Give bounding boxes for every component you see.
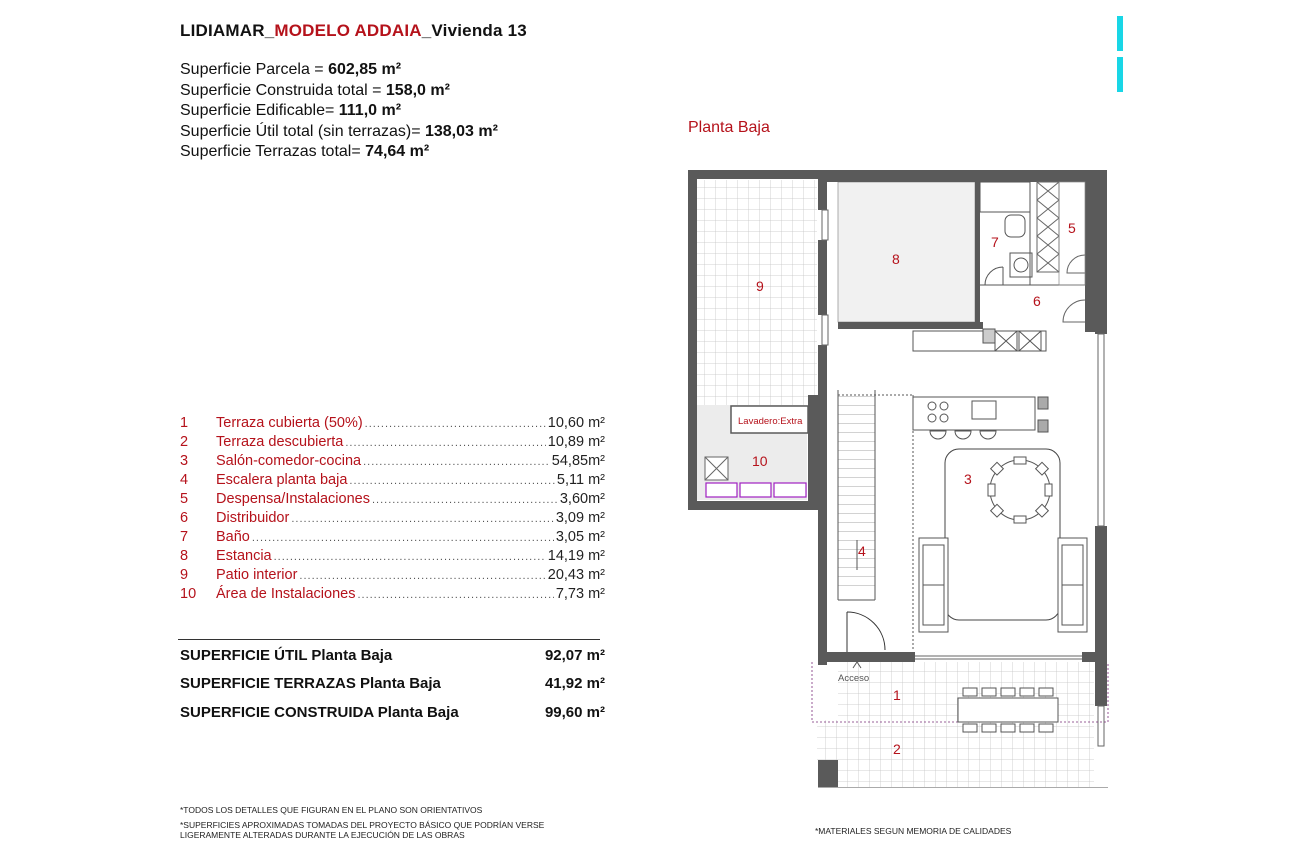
total-util: SUPERFICIE ÚTIL Planta Baja 92,07 m² — [180, 647, 605, 664]
footnote-details: *TODOS LOS DETALLES QUE FIGURAN EN EL PLANO SON ORIENTATIVOS — [180, 805, 483, 815]
bar-stools — [930, 431, 996, 439]
pantry-shelves — [1037, 182, 1085, 322]
label-room-3: 3 — [964, 471, 972, 487]
outdoor-dining — [958, 688, 1058, 732]
room-row: 1 Terraza cubierta (50%) ..... 10,60 m² — [180, 414, 605, 433]
footnote-materials: *MATERIALES SEGUN MEMORIA DE CALIDADES — [815, 826, 1012, 836]
label-room-7: 7 — [991, 234, 999, 250]
room-row: 6 Distribuidor ..... 3,09 m² — [180, 509, 605, 528]
spec-line: Superficie Terrazas total= 74,64 m² — [180, 143, 430, 160]
room-row: 7 Baño ..... 3,05 m² — [180, 528, 605, 547]
spec-line: Superficie Parcela = 602,85 m² — [180, 61, 402, 78]
total-construida: SUPERFICIE CONSTRUIDA Planta Baja 99,60 m² — [180, 704, 605, 721]
label-room-10: 10 — [752, 453, 768, 469]
label-room-9: 9 — [756, 278, 764, 294]
room-8-floor — [838, 182, 975, 322]
sofas — [919, 538, 1087, 632]
spec-line: Superficie Construida total = 158,0 m² — [180, 81, 450, 99]
room-row: 4 Escalera planta baja ..... 5,11 m² — [180, 471, 605, 490]
label-room-5: 5 — [1068, 220, 1076, 236]
room-row: 10 Área de Instalaciones ..... 7,73 m² — [180, 585, 605, 604]
total-terrazas: SUPERFICIE TERRAZAS Planta Baja 41,92 m² — [180, 675, 605, 692]
label-room-6: 6 — [1033, 293, 1041, 309]
label-room-8: 8 — [892, 251, 900, 267]
room-row: 9 Patio interior ..... 20,43 m² — [180, 566, 605, 585]
label-room-2: 2 — [893, 741, 901, 757]
room-row: 8 Estancia ..... 14,19 m² — [180, 547, 605, 566]
project-name: LIDIAMAR_ — [180, 21, 275, 40]
label-room-1: 1 — [893, 687, 901, 703]
dining-table — [988, 457, 1052, 523]
spec-line: Superficie Edificable= 111,0 m² — [180, 102, 402, 119]
footnote-surfaces-1: *SUPERFICIES APROXIMADAS TOMADAS DEL PROYECTO BÁSICO QUE PODRÍAN VERSE — [180, 820, 545, 830]
label-acceso: Acceso — [838, 673, 870, 684]
model-name: MODELO ADDAIA — [274, 21, 422, 40]
spec-line: Superficie Útil total (sin terrazas)= 138,03 m² — [180, 122, 498, 140]
kitchen — [913, 329, 1048, 432]
plan-title: Planta Baja — [688, 119, 770, 136]
label-lavadero: Lavadero:Extra — [738, 416, 803, 427]
unit-name: _Vivienda 13 — [421, 21, 527, 40]
room-row: 5 Despensa/Instalaciones ..... 3,60m² — [180, 490, 605, 509]
room-row: 2 Terraza descubierta ..... 10,89 m² — [180, 433, 605, 452]
room-row: 3 Salón-comedor-cocina ..... 54,85m² — [180, 452, 605, 471]
footnote-surfaces-2: LIGERAMENTE ALTERADAS DURANTE LA EJECUCIÓN DE LAS OBRAS — [180, 830, 465, 840]
terrace-tiles-side — [817, 720, 838, 760]
label-room-4: 4 — [858, 543, 866, 559]
